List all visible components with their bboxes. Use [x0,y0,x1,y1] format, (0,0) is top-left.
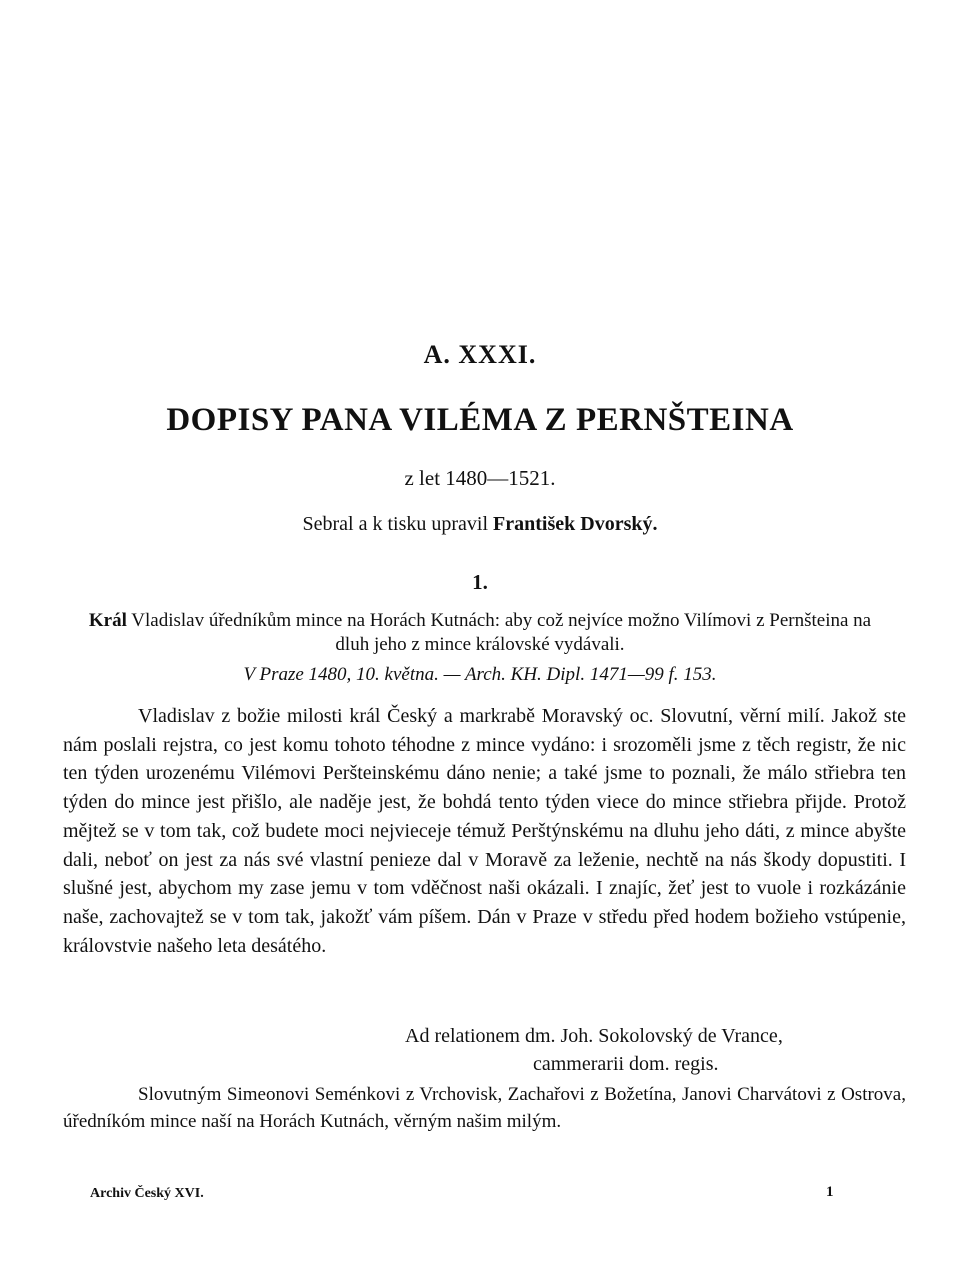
compiler-line [0,513,960,536]
relation-note [405,1022,783,1078]
relation-line-2: cammerarii dom. regis. [533,1053,719,1075]
document-number: 1. [472,570,488,594]
page-title: DOPISY PANA VILÉMA Z PERNŠTEINA [166,402,794,438]
document-heading [80,609,880,657]
compiler-prefix: Sebral a k tisku upravil [302,513,494,535]
date-range: z let 1480—1521. [404,466,556,490]
compiler-name: František Dvorský. [493,513,658,535]
relation-line-1: Ad relationem dm. Joh. Sokolovský de Vrance, [405,1025,783,1047]
letter-body: Vladislav z božie milosti král Český a markrabě Moravský oc. Slovutní, věrní milí. Jakož ste nám poslali rejstra, co jest komu tohoto téhodne z mince vydáno: i srozoměli jsme z těch registr, že nic ten týden urozenému Vilémovi Peršteinskému dáno nenie; a také jsme to poznali, že málo střiebra ten týden do mince jest přišlo, ale naděje jest, že bohdá tento týden viece do mince střiebra přijde. Protož mějtež se v tom tak, což budete moci nejvieceje témuž Perštýnskému na dluhu jeho dáti, z mince abyšte dali, neboť on jest za nás své vlastní penieze dal v Moravě za leženie, nechtě na nás škody dopustiti. I slušné jest, abychom my zase jemu v tom vděčnost naši okázali. I znajíc, žeť jest to vuole i rozkázánie naše, zachovajtež se v tom tak, jakožť vám píšem. Dán v Praze v středu před hodem božieho vstúpenie, královstvie našeho leta desátého. [63,705,906,957]
footer-volume: Archiv Český XVI. [90,1186,204,1201]
letter-address: Slovutným Simeonovi Seménkovi z Vrchovisk, Zachařovi z Božetína, Janovi Charvátovi z Ostrova, úředníkóm mince naší na Horách Kutnách, věrným našim milým. [63,1084,906,1132]
page-number: 1 [826,1184,834,1200]
heading-bold-word: Král [88,610,127,631]
source-citation: V Praze 1480, 10. května. — Arch. KH. Dipl. 1471—99 f. 153. [243,664,717,685]
heading-text: Vladislav úředníkům mince na Horách Kutnách: aby což nejvíce možno Vilímovi z Pernšteina na dluh jeho z mince královské vydávali. [126,610,872,655]
section-label: A. XXXI. [423,340,537,369]
